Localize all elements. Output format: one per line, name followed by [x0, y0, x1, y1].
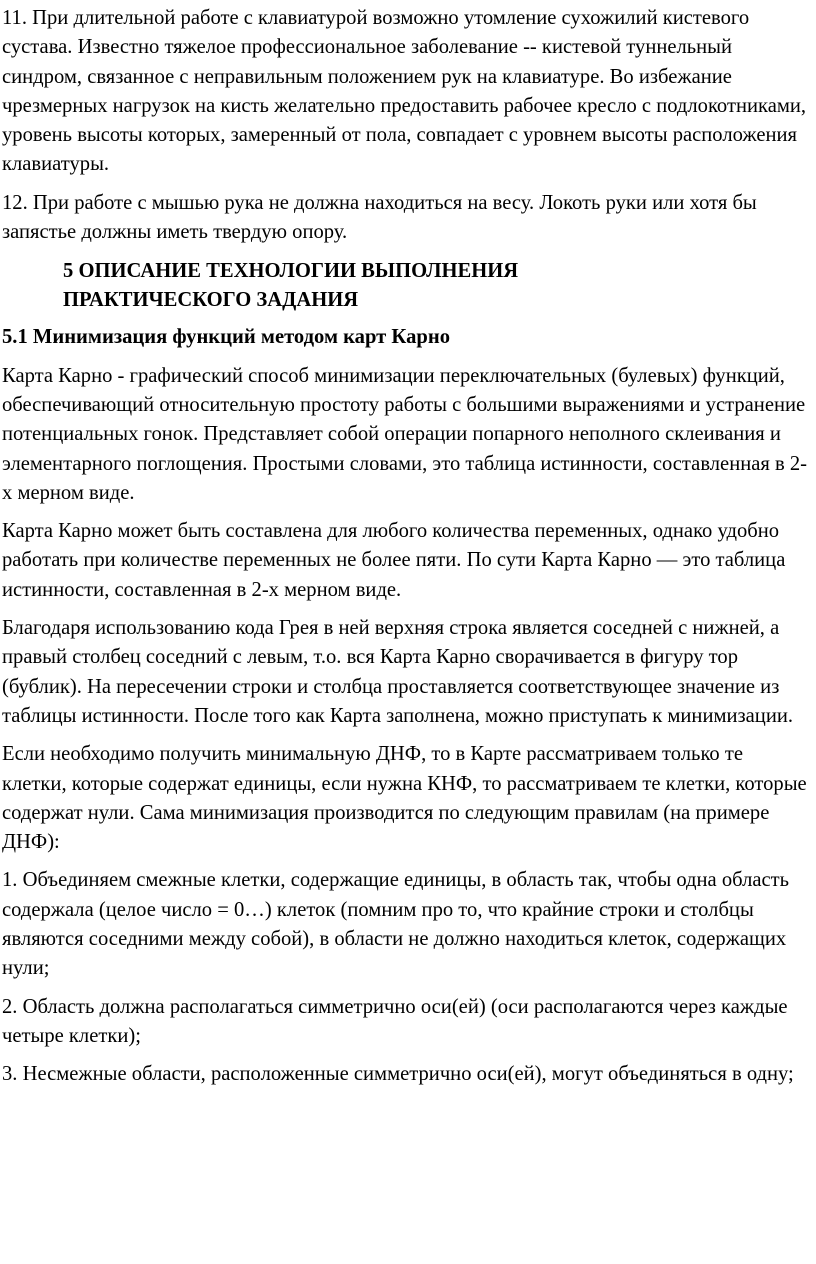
section-heading-line-1: 5 ОПИСАНИЕ ТЕХНОЛОГИИ ВЫПОЛНЕНИЯ — [63, 260, 519, 283]
paragraph-karnaugh-definition: Карта Карно - графический способ минимизации переключательных (булевых) функций, обеспечивающий относительную простоту работы с большими выражениями и устранение потенциальных гонок. Представляет собой операции попарного неполного склеивания и элементарного поглощения. Простыми словами, это таблица истинности, составленная в 2-х мерном виде. — [2, 364, 808, 504]
paragraph-dnf-knf: Если необходимо получить минимальную ДНФ, то в Карте рассматриваем только те клетки, которые содержат единицы, если нужна КНФ, то рассматриваем те клетки, которые содержат нули. Сама минимизация производится по следующим правилам (на примере ДНФ): — [2, 743, 807, 854]
paragraph-rule-1: 1. Объединяем смежные клетки, содержащие единицы, в область так, чтобы одна область содержала (целое число = 0…) клеток (помним про то, что крайние строки и столбцы являются соседними между собой), в области не должно находиться клеток, содержащих нули; — [2, 869, 790, 980]
paragraph-gray-code: Благодаря использованию кода Грея в ней верхняя строка является соседней с нижней, а правый столбец соседний с левым, т.о. вся Карта Карно сворачивается в фигуру тор (бублик). На пересечении строки и столбца проставляется соответствующее значение из таблицы истинности. После того как Карта заполнена, можно приступать к минимизации. — [2, 617, 794, 727]
paragraph-rule-3: 3. Несмежные области, расположенные симметрично оси(ей), могут объединяться в одну; — [2, 1063, 794, 1086]
subsection-heading: 5.1 Минимизация функций методом карт Карно — [2, 326, 451, 349]
paragraph-rule-2: 2. Область должна располагаться симметрично оси(ей) (оси располагаются через каждые четыре клетки); — [2, 995, 788, 1047]
section-heading — [2, 257, 810, 315]
paragraph-item-12: 12. При работе с мышью рука не должна находиться на весу. Локоть руки или хотя бы запястье должны иметь твердую опору. — [2, 191, 757, 244]
paragraph-karnaugh-variables: Карта Карно может быть составлена для любого количества переменных, однако удобно работать при количестве переменных не более пяти. По сути Карта Карно — это таблица истинности, составленная в 2-х мерном виде. — [2, 520, 786, 601]
paragraph-item-11: 11. При длительной работе с клавиатурой возможно утомление сухожилий кистевого сустава. Известно тяжелое профессиональное заболевание -- кистевой туннельный синдром, связанное с неправильным положением рук на клавиатуре. Во избежание чрезмерных нагрузок на кисть желательно предоставить рабочее кресло с подлокотниками, уровень высоты которых, замеренный от пола, совпадает с уровнем высоты расположения клавиатуры. — [2, 7, 807, 176]
section-heading-line-2: ПРАКТИЧЕСКОГО ЗАДАНИЯ — [63, 289, 359, 312]
